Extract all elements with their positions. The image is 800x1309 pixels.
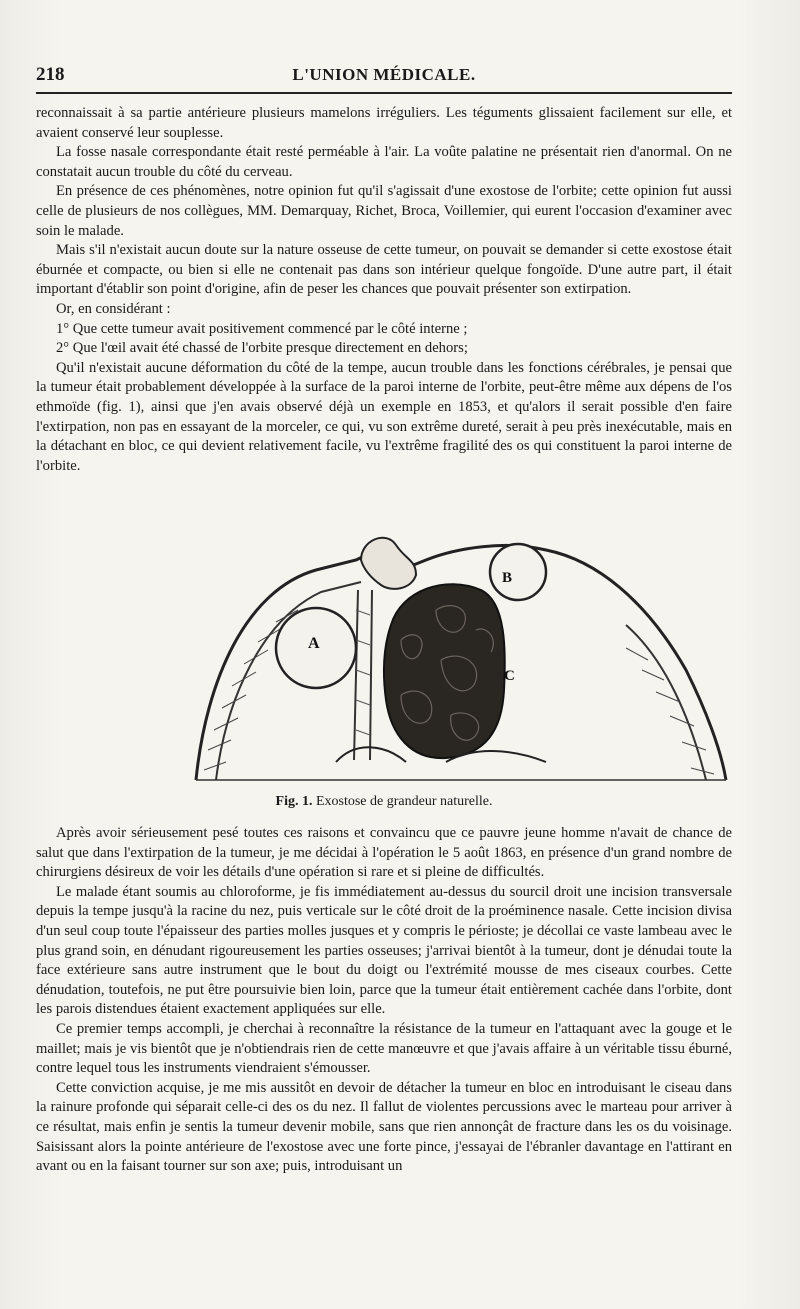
text-block-top (36, 104, 732, 476)
exostosis-tumor (384, 584, 505, 758)
eye-b (490, 544, 546, 600)
nasal-bridge (361, 538, 416, 589)
figure-label-a: A (308, 635, 320, 652)
paragraph: reconnaissait à sa partie antérieure plusieurs mamelons irréguliers. Les téguments glissaient facilement sur elle, et avaient conservé leur souplesse. (36, 105, 732, 141)
figure-label-c: C (504, 668, 515, 684)
paragraph: Mais s'il n'existait aucun doute sur la nature osseuse de cette tumeur, on pouvait se demander si cette exostose était éburnée et compacte, ou bien si elle ne contenait pas dans son intérieur quelque fongoïde. D'une autre part, il était important d'établir son point d'origine, afin de peser les chances que pouvait présenter son extirpation. (36, 242, 732, 298)
text-block-bottom (36, 824, 732, 1177)
paragraph: La fosse nasale correspondante était resté perméable à l'air. La voûte palatine ne présentait rien d'anormal. On ne constatait aucun trouble du côté du cerveau. (36, 144, 732, 180)
paragraph: En présence de ces phénomènes, notre opinion fut qu'il s'agissait d'une exostose de l'orbite; cette opinion fut aussi celle de plusieurs de nos collègues, MM. Demarquay, Richet, Broca, Voillemier, qui eurent l'occasion d'examiner avec soin le malade. (36, 183, 732, 239)
paragraph: 2° Que l'œil avait été chassé de l'orbite presque directement en dehors; (56, 340, 468, 357)
paragraph: Qu'il n'existait aucune déformation du côté de la tempe, aucun trouble dans les fonctions cérébrales, je pensai que la tumeur était probablement développée à la surface de la paroi interne de l'orbite, peut-être même aux dépens de l'os ethmoïde (fig. 1), ainsi que j'en avais observé déjà un exemple en 1853, et qu'alors il serait possible d'en faire l'extirpation, non pas en essayant de la morceler, ce qui, vu son extrême dureté, serait à peu près inexécutable, mais en la détachant en bloc, ce qui devient relativement facile, vu l'extrême fragilité des os qui constituent la paroi interne de l'orbite. (36, 359, 732, 474)
figure-caption (36, 794, 732, 810)
paragraph: Ce premier temps accompli, je cherchai à reconnaître la résistance de la tumeur en l'attaquant avec la gouge et le maillet; mais je vis bientôt que je n'obtiendrais rien de cette manœuvre et que j'avais affaire à un véritable tissu éburné, contre lequel tous les instruments viendraient s'émousser. (36, 1020, 732, 1077)
paragraph: Le malade étant soumis au chloroforme, je fis immédiatement au-dessus du sourcil droit une incision transversale depuis la tempe jusqu'à la racine du nez, puis verticale sur le côté droit de la proéminence nasale. Cette incision divisa d'un seul coup toute l'épaisseur des parties molles jusques et y compris le périoste; je décollai ce vaste lambeau avec le plus grand soin, en dénudant rigoureusement les parties osseuses; j'arrivai bientôt à la tumeur, dont je dénudai toute la face extérieure sans autre instrument que le bout du doigt ou l'extrémité mousse de mes ciseaux courbes. Cette dénudation, toutefois, ne put être poursuivie bien loin, parce que la tumeur était entièrement cachée dans l'orbite, dont les parois distendues étaient exactement appliquées sur elle. (36, 883, 732, 1018)
paragraph: 1° Que cette tumeur avait positivement commencé par le côté interne ; (56, 320, 468, 337)
paragraph: Après avoir sérieusement pesé toutes ces raisons et convaincu que ce pauvre jeune homme n'avait de chance de salut que dans l'extirpation de la tumeur, je me décidai à l'opération le 5 août 1863, en présence d'un grand nombre de chirurgiens désireux de voir les détails d'une opération si rare et si pleine de difficultés. (36, 825, 732, 881)
page-header (36, 58, 732, 94)
exostosis-figure (186, 530, 738, 788)
caption-text: Exostose de grandeur naturelle. (315, 794, 493, 809)
paragraph: Cette conviction acquise, je me mis aussitôt en devoir de détacher la tumeur en bloc en introduisant le ciseau dans la rainure profonde qui séparait celle-ci des os du nez. Il fallut de violentes percussions avec le marteau pour arriver à ce résultat, mais enfin je sentis la tumeur devenir mobile, sans que rien annonçât de fracture dans les os du voisinage. Saisissant alors la pointe antérieure de l'exostose avec une forte pince, j'essayai de l'ébranler davantage en l'attirant en avant ou en la faisant tourner sur son axe; puis, introduisant un (36, 1079, 732, 1175)
caption-number: Fig. 1. (275, 794, 313, 809)
paragraph: Or, en considérant : (56, 300, 171, 317)
running-title: L'UNION MÉDICALE. (292, 65, 476, 84)
figure-label-b: B (502, 570, 513, 586)
page-number: 218 (36, 64, 65, 85)
